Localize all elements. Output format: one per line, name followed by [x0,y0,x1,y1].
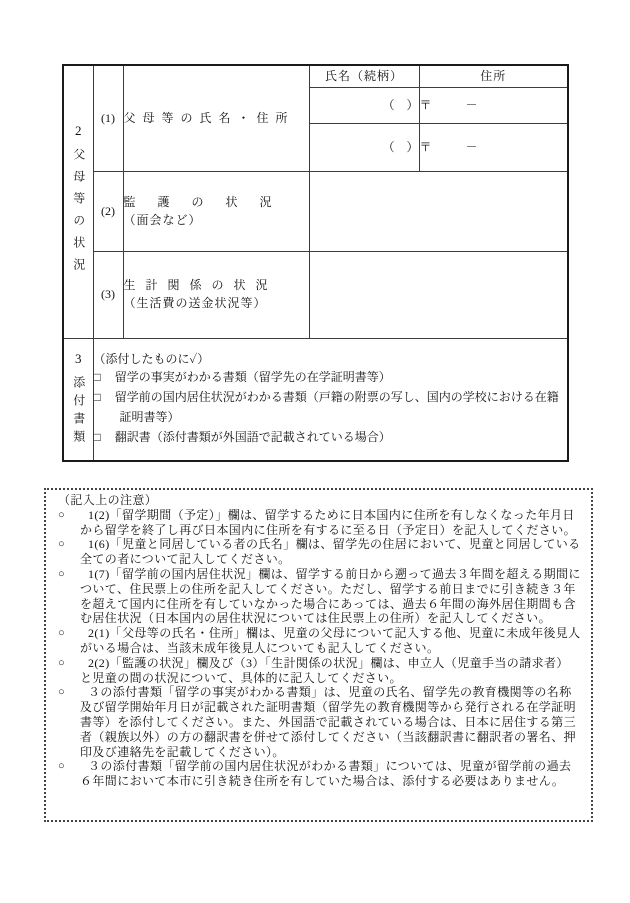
note-text: ３の添付書類「留学前の国内居住状況がわかる書類」については、児童が留学前の過去６年間において本市に引き続き住所を有していた場合は、添付する必要はありません。 [80,759,572,789]
livelihood-entry-area [309,251,568,338]
note-item [56,626,581,656]
section2-label-stack [64,66,93,338]
circle-bullet-icon: ○ [58,627,66,640]
postal-mark-icon: 〒 [419,139,432,154]
note-item [56,759,581,789]
note-item [56,567,581,626]
postal-mark-icon: 〒 [419,97,432,112]
section2-number: 2 [75,123,82,139]
note-text: 2(1)「父母等の氏名・住所」欄は、児童の父母について記入する他、児童に未成年後見人がいる場合は、当該未成年後見人についても記入してください。 [80,626,581,655]
note-text: 1(7)「留学前の国内居住状況」欄は、留学する前日から遡って過去３年間を超える期間について、住民票上の住所を記入してください。ただし、留学する前日までに引き続き３年を超えて国内に住所を有していなかった場合にあっては、過去６年間の海外居住期間も含む居住状況（日本国内の居住状況については住民票上の住所）を記入してください。 [80,566,581,626]
attachments-row [63,338,568,461]
custody-entry-area [309,171,568,251]
attachments-cell [93,338,568,461]
livelihood-row [63,251,568,338]
parent1-address-cell [419,87,568,123]
item2-label-cell [123,171,309,251]
item3-label-cell [123,251,309,338]
attachment-item-label: 留学の事実がわかる書類（留学先の在学証明書等） [114,369,391,384]
parent2-name-cell: （ ） [309,123,419,171]
parent1-name-cell: （ ） [309,87,419,123]
note-text: 2(2)「監護の状況」欄及び（3）「生計関係の状況」欄は、申立人（児童手当の請求者）と児童の間の状況について、具体的に記入してください。 [80,655,569,685]
checkbox-icon: □ [93,429,101,444]
circle-bullet-icon: ○ [58,538,66,551]
custody-row [63,171,568,251]
item2-label: 監護の状況 [123,194,294,209]
notes-title: （記入上の注意） [58,493,158,507]
header-row [63,65,568,87]
note-item [56,508,581,538]
attachment-item [94,387,568,427]
note-text: 1(6)「児童と同居している者の氏名」欄は、留学先の住居において、児童と同居している全ての者について記入してください。 [80,537,581,567]
parent2-address-cell [419,123,568,171]
circle-bullet-icon: ○ [58,508,66,521]
postal-dash: － [465,97,478,112]
section3-number: 3 [75,350,82,366]
note-item [56,656,581,686]
attachment-item-label: 留学前の国内居住状況がわかる書類（戸籍の附票の写し、国内の学校における在籍証明書等） [114,389,559,424]
name-column-header: 氏名（続柄） [309,65,419,87]
checkbox-icon: □ [93,389,101,404]
item1-label-cell [123,65,309,171]
section3-header-cell [63,338,93,461]
attachment-item [94,427,568,447]
note-text: ３の添付書類「留学の事実がわかる書類」は、児童の氏名、留学先の教育機関等の名称及び留学開始年月日が記載された証明書類（留学先の教育機関等から発行される在学証明書等）を添付してください。また、外国語で記載されている場合は、日本に居住する第三者（親族以外）の方の翻訳書を併せて添付してください（当該翻訳書に翻訳者の署名、押印及び連絡先を記載してください）。 [80,685,577,759]
postal-dash: － [465,139,478,154]
note-item [56,685,581,759]
item1-number-cell: (1) [93,65,123,171]
section3-vertical-label: 添付書類 [71,375,86,448]
circle-bullet-icon: ○ [58,760,66,773]
item2-number-cell: (2) [93,171,123,251]
circle-bullet-icon: ○ [58,567,66,580]
note-item [56,537,581,567]
item3-number-cell: (3) [93,251,123,338]
parents-status-table [62,64,569,462]
section3-label-stack [64,339,93,461]
attachment-item-label: 翻訳書（添付書類が外国語で記載されている場合） [114,429,391,444]
item1-label: 父母等の氏名・住所 [123,110,295,125]
section2-vertical-label: 父母等の状況 [71,148,86,281]
circle-bullet-icon: ○ [58,656,66,669]
item3-label: 生計関係の状況 [123,278,278,292]
item2-sublabel: （面会など） [123,212,202,227]
item3-sublabel: （生活費の送金状況等） [123,296,267,310]
section2-header-cell [63,65,93,338]
circle-bullet-icon: ○ [58,686,66,699]
address-column-header: 住所 [419,65,568,87]
notes-box [44,488,593,822]
checkbox-icon: □ [93,369,101,384]
attachments-instruction: （添付したものに✓） [93,351,210,366]
note-text: 1(2)「留学期間（予定）」欄は、留学するために日本国内に住所を有しなくなった年月日から留学を終了し再び日本国内に住所を有するに至る日（予定日）を記入してください。 [80,507,577,537]
attachment-item [94,367,568,387]
